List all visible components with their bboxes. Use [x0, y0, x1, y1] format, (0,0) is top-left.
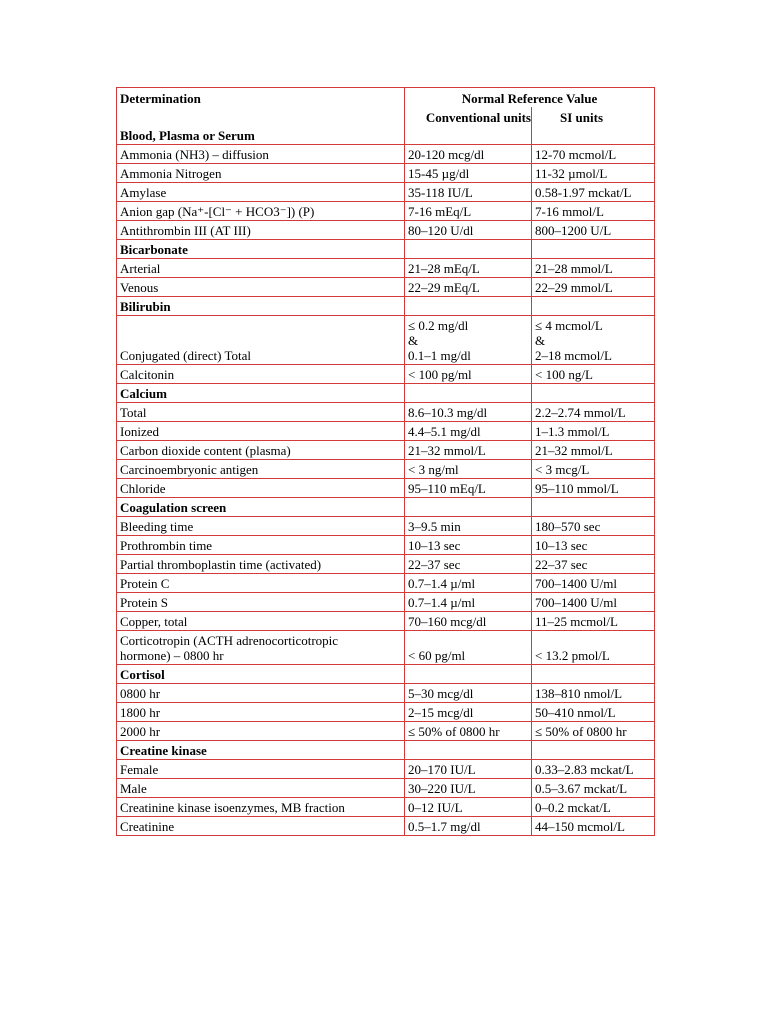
determination-cell: Anion gap (Na⁺-[Cl⁻ + HCO3⁻]) (P): [117, 202, 405, 221]
reference-values-table: [116, 87, 655, 836]
determination-cell: Copper, total: [117, 612, 405, 631]
section-label: Creatine kinase: [117, 741, 405, 760]
section-row: [117, 126, 655, 145]
si-value: 0.58-1.97 mckat/L: [532, 183, 655, 202]
si-value: [532, 316, 655, 365]
empty-cell: [405, 498, 532, 517]
section-row: [117, 498, 655, 517]
si-value: 12-70 mcmol/L: [532, 145, 655, 164]
table-row: [117, 460, 655, 479]
determination-cell: Ionized: [117, 422, 405, 441]
si-value: 22–29 mmol/L: [532, 278, 655, 297]
section-row: [117, 665, 655, 684]
table-body: [117, 88, 655, 836]
conventional-value: 2–15 mcg/dl: [405, 703, 532, 722]
determination-cell: Total: [117, 403, 405, 422]
conventional-value-line: ≤ 0.2 mg/dl: [408, 318, 469, 333]
si-value: ≤ 50% of 0800 hr: [532, 722, 655, 741]
section-label: Calcium: [117, 384, 405, 403]
determination-header: Determination: [117, 88, 405, 108]
si-value-line: ≤ 4 mcmol/L: [535, 318, 603, 333]
table-row: [117, 183, 655, 202]
table-row: [117, 403, 655, 422]
si-value: 0–0.2 mckat/L: [532, 798, 655, 817]
empty-cell: [532, 126, 655, 145]
determination-cell: Protein S: [117, 593, 405, 612]
empty-cell: [405, 126, 532, 145]
conventional-value: < 60 pg/ml: [405, 631, 532, 665]
si-value-line: 2–18 mcmol/L: [535, 348, 612, 363]
section-row: [117, 741, 655, 760]
section-label: Bicarbonate: [117, 240, 405, 259]
determination-cell: [117, 631, 405, 665]
determination-cell: Amylase: [117, 183, 405, 202]
si-units-header: SI units: [532, 107, 655, 126]
blood-section-label: Blood, Plasma or Serum: [117, 126, 405, 145]
determination-cell: Antithrombin III (AT III): [117, 221, 405, 240]
table-row: [117, 479, 655, 498]
conventional-value: 21–32 mmol/L: [405, 441, 532, 460]
table-row: [117, 612, 655, 631]
determination-cell: Calcitonin: [117, 365, 405, 384]
conventional-value: 4.4–5.1 mg/dl: [405, 422, 532, 441]
conventional-value: 8.6–10.3 mg/dl: [405, 403, 532, 422]
si-value: 11-32 µmol/L: [532, 164, 655, 183]
table-row: [117, 798, 655, 817]
empty-cell: [532, 297, 655, 316]
si-value: 180–570 sec: [532, 517, 655, 536]
table-row: [117, 817, 655, 836]
table-row: [117, 779, 655, 798]
conventional-value: 15-45 µg/dl: [405, 164, 532, 183]
empty-cell: [532, 240, 655, 259]
header-row-1: [117, 88, 655, 108]
si-value: 2.2–2.74 mmol/L: [532, 403, 655, 422]
conventional-value: 20–170 IU/L: [405, 760, 532, 779]
table-row: [117, 722, 655, 741]
si-value: < 13.2 pmol/L: [532, 631, 655, 665]
si-value: < 3 mcg/L: [532, 460, 655, 479]
empty-cell: [405, 384, 532, 403]
conventional-value: 35-118 IU/L: [405, 183, 532, 202]
section-label: Cortisol: [117, 665, 405, 684]
table-row: [117, 574, 655, 593]
determination-cell: Creatinine: [117, 817, 405, 836]
table-row: [117, 684, 655, 703]
section-label: Bilirubin: [117, 297, 405, 316]
normal-reference-header: Normal Reference Value: [405, 88, 655, 108]
conventional-value: [405, 316, 532, 365]
determination-cell-line: Corticotropin (ACTH adrenocorticotropic: [120, 633, 339, 648]
table-row: [117, 278, 655, 297]
table-row: [117, 145, 655, 164]
si-value: 700–1400 U/ml: [532, 574, 655, 593]
section-row: [117, 384, 655, 403]
conventional-value: 10–13 sec: [405, 536, 532, 555]
table-row: [117, 365, 655, 384]
conventional-value: 0.7–1.4 µ/ml: [405, 593, 532, 612]
determination-cell: 0800 hr: [117, 684, 405, 703]
si-value: 1–1.3 mmol/L: [532, 422, 655, 441]
conventional-value: 95–110 mEq/L: [405, 479, 532, 498]
conventional-value-line: &: [408, 333, 419, 348]
table-row: [117, 760, 655, 779]
table-row: [117, 259, 655, 278]
determination-cell: Conjugated (direct) Total: [117, 316, 405, 365]
determination-cell: Prothrombin time: [117, 536, 405, 555]
determination-cell-line: hormone) – 0800 hr: [120, 648, 224, 663]
si-value: 44–150 mcmol/L: [532, 817, 655, 836]
conventional-value: 7-16 mEq/L: [405, 202, 532, 221]
si-value: 800–1200 U/L: [532, 221, 655, 240]
determination-cell: Bleeding time: [117, 517, 405, 536]
section-row: [117, 240, 655, 259]
si-value: 22–37 sec: [532, 555, 655, 574]
conventional-units-header: Conventional units: [405, 107, 532, 126]
si-value: 7-16 mmol/L: [532, 202, 655, 221]
si-value: 21–28 mmol/L: [532, 259, 655, 278]
table-row: [117, 221, 655, 240]
conventional-value: 22–37 sec: [405, 555, 532, 574]
determination-cell: Ammonia Nitrogen: [117, 164, 405, 183]
conventional-value: 21–28 mEq/L: [405, 259, 532, 278]
conventional-value: 22–29 mEq/L: [405, 278, 532, 297]
conventional-value: 5–30 mcg/dl: [405, 684, 532, 703]
table-row: [117, 555, 655, 574]
si-value: 0.33–2.83 mckat/L: [532, 760, 655, 779]
conventional-value: < 100 pg/ml: [405, 365, 532, 384]
conventional-value: 30–220 IU/L: [405, 779, 532, 798]
empty-cell: [405, 741, 532, 760]
si-value: 50–410 nmol/L: [532, 703, 655, 722]
table-row: [117, 422, 655, 441]
empty-cell: [405, 240, 532, 259]
conventional-value: 0.5–1.7 mg/dl: [405, 817, 532, 836]
determination-cell: Creatinine kinase isoenzymes, MB fraction: [117, 798, 405, 817]
determination-cell: Male: [117, 779, 405, 798]
empty-cell: [532, 498, 655, 517]
determination-cell: Venous: [117, 278, 405, 297]
determination-cell: 2000 hr: [117, 722, 405, 741]
table-row: [117, 517, 655, 536]
determination-cell: 1800 hr: [117, 703, 405, 722]
table-row: [117, 631, 655, 665]
conventional-value: 0.7–1.4 µ/ml: [405, 574, 532, 593]
conventional-value: 80–120 U/dl: [405, 221, 532, 240]
conventional-value-line: 0.1–1 mg/dl: [408, 348, 471, 363]
si-value: 700–1400 U/ml: [532, 593, 655, 612]
determination-cell: Carcinoembryonic antigen: [117, 460, 405, 479]
determination-cell: Partial thromboplastin time (activated): [117, 555, 405, 574]
table-row: [117, 593, 655, 612]
determination-cell: Protein C: [117, 574, 405, 593]
table-row: [117, 202, 655, 221]
header-row-2: [117, 107, 655, 126]
table-row: [117, 441, 655, 460]
determination-cell: Carbon dioxide content (plasma): [117, 441, 405, 460]
table-row: [117, 316, 655, 365]
determination-cell: Ammonia (NH3) – diffusion: [117, 145, 405, 164]
empty-cell: [405, 665, 532, 684]
empty-cell: [532, 384, 655, 403]
header-spacer: [117, 107, 405, 126]
determination-cell: Female: [117, 760, 405, 779]
conventional-value: < 3 ng/ml: [405, 460, 532, 479]
empty-cell: [405, 297, 532, 316]
section-label: Coagulation screen: [117, 498, 405, 517]
empty-cell: [532, 665, 655, 684]
si-value: 11–25 mcmol/L: [532, 612, 655, 631]
table-row: [117, 703, 655, 722]
conventional-value: ≤ 50% of 0800 hr: [405, 722, 532, 741]
conventional-value: 3–9.5 min: [405, 517, 532, 536]
si-value-line: &: [535, 333, 546, 348]
determination-cell: Chloride: [117, 479, 405, 498]
si-value: 138–810 nmol/L: [532, 684, 655, 703]
conventional-value: 70–160 mcg/dl: [405, 612, 532, 631]
si-value: 0.5–3.67 mckat/L: [532, 779, 655, 798]
si-value: < 100 ng/L: [532, 365, 655, 384]
conventional-value: 0–12 IU/L: [405, 798, 532, 817]
table-row: [117, 536, 655, 555]
si-value: 95–110 mmol/L: [532, 479, 655, 498]
determination-cell: Arterial: [117, 259, 405, 278]
table-row: [117, 164, 655, 183]
si-value: 10–13 sec: [532, 536, 655, 555]
section-row: [117, 297, 655, 316]
si-value: 21–32 mmol/L: [532, 441, 655, 460]
empty-cell: [532, 741, 655, 760]
conventional-value: 20-120 mcg/dl: [405, 145, 532, 164]
